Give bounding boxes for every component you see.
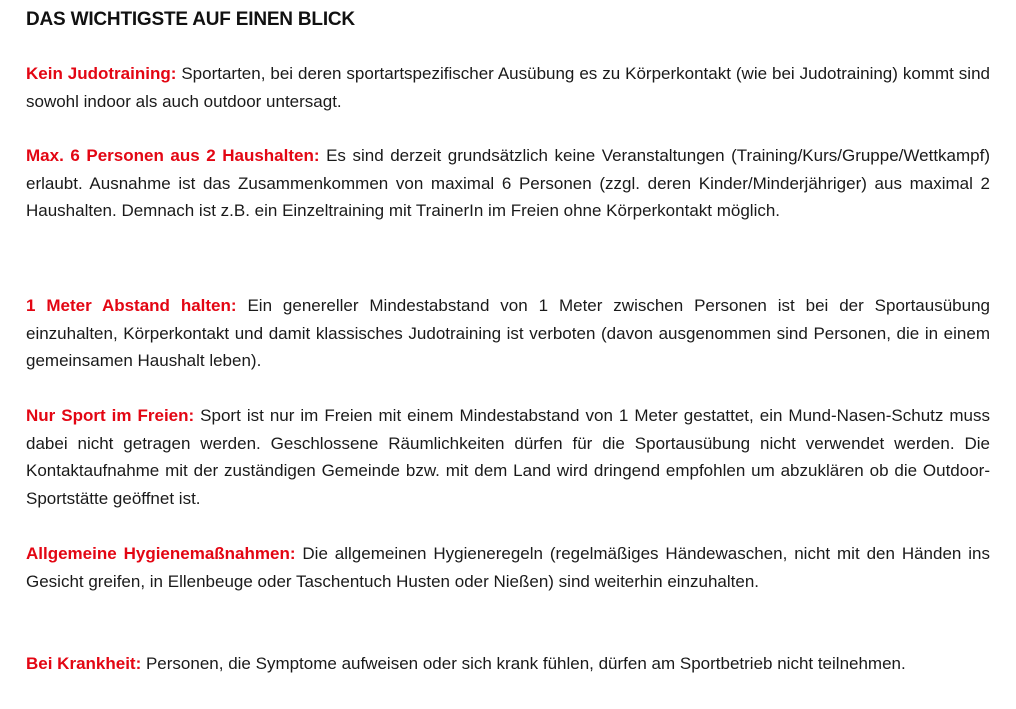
section-text: Sport ist nur im Freien mit einem Mindestabstand von 1 Meter gestattet, ein Mund-Nasen-Schutz muss dabei nicht getragen werden. Geschlossene Räumlichkeiten dürfen für die Sportausübung nicht verwendet werden. Die Kontaktaufnahme mit der zuständigen Gemeinde bzw. mit dem Land wird dringend empfohlen um abzuklären ob die Outdoor-Sportstätte geöffnet ist. (26, 406, 990, 508)
section-label: Bei Krankheit: (26, 654, 142, 673)
section-text: Sportarten, bei deren sportartspezifischer Ausübung es zu Körperkontakt (wie bei Judotraining) kommt sind sowohl indoor als auch outdoor untersagt. (26, 64, 990, 111)
section-label: Kein Judotraining: (26, 64, 177, 83)
page-title: DAS WICHTIGSTE AUF EINEN BLICK (26, 9, 355, 30)
section-text: Personen, die Symptome aufweisen oder sich krank fühlen, dürfen am Sportbetrieb nicht teilnehmen. (141, 654, 906, 673)
section-abstand (26, 292, 990, 375)
section-sport-im-freien (26, 402, 990, 512)
section-label: 1 Meter Abstand halten: (26, 296, 237, 315)
section-text: Es sind derzeit grundsätzlich keine Veranstaltungen (Training/Kurs/Gruppe/Wettkampf) erlaubt. Ausnahme ist das Zusammenkommen von maximal 6 Personen (zzgl. deren Kinder/Minderjähriger) aus maximal 2 Haushalten. Demnach ist z.B. ein Einzeltraining mit TrainerIn im Freien ohne Körperkontakt möglich. (26, 146, 990, 220)
section-label: Allgemeine Hygienemaßnahmen: (26, 544, 296, 563)
section-label: Max. 6 Personen aus 2 Haushalten: (26, 146, 320, 165)
section-kein-judotraining (26, 60, 990, 115)
section-hygiene (26, 540, 990, 595)
section-text: Die allgemeinen Hygieneregeln (regelmäßiges Händewaschen, nicht mit den Händen ins Gesicht greifen, in Ellenbeuge oder Taschentuch Husten oder Nießen) sind weiterhin einzuhalten. (26, 544, 990, 591)
section-label: Nur Sport im Freien: (26, 406, 195, 425)
section-max-personen (26, 142, 990, 225)
section-text: Ein genereller Mindestabstand von 1 Meter zwischen Personen ist bei der Sportausübung einzuhalten, Körperkontakt und damit klassisches Judotraining ist verboten (davon ausgenommen sind Personen, die in einem gemeinsamen Haushalt leben). (26, 296, 990, 370)
section-krankheit (26, 650, 990, 678)
